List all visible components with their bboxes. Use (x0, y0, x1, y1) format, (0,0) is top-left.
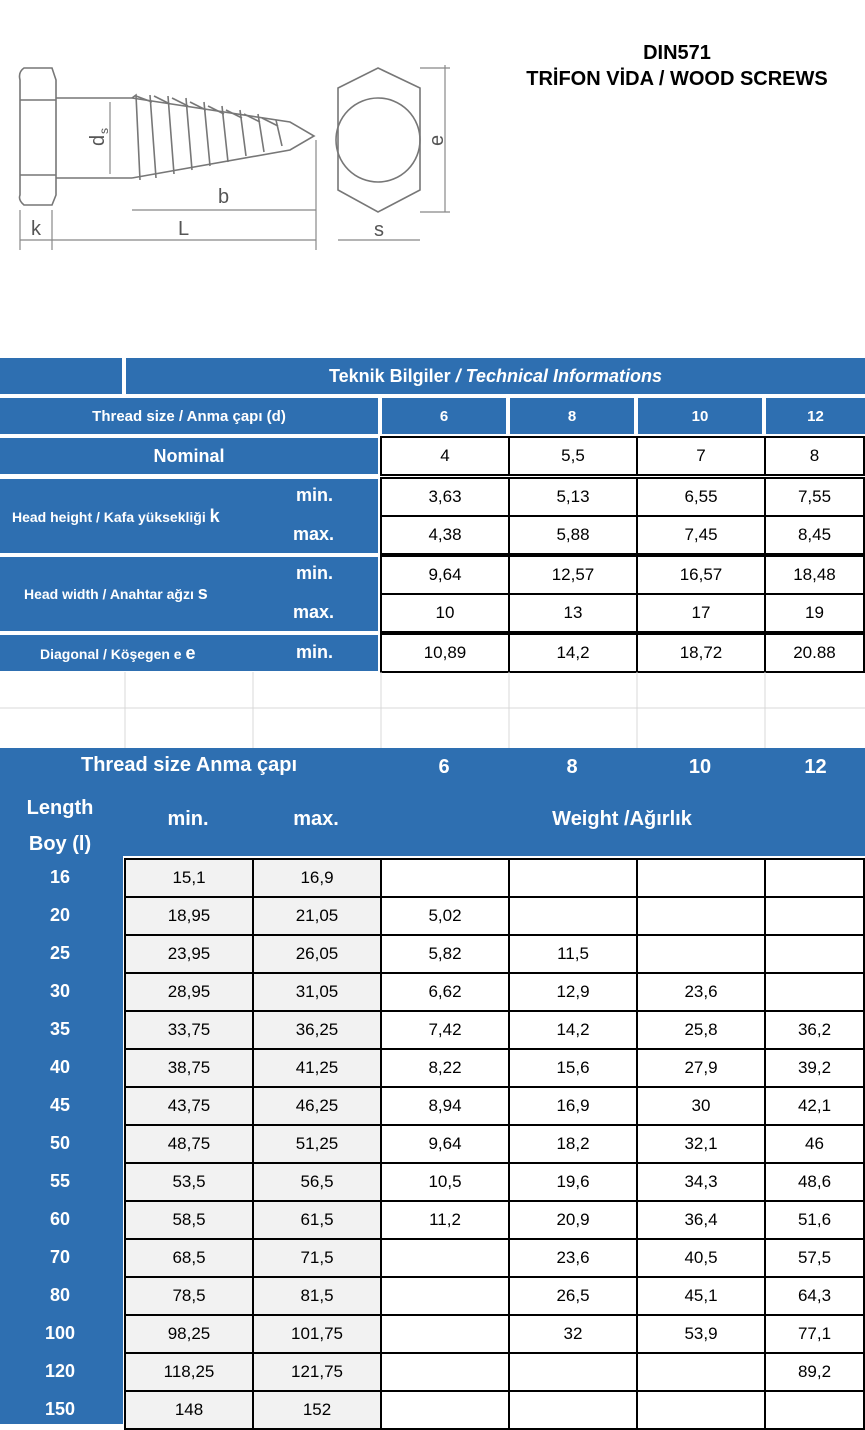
length-16-max: 16,9 (252, 858, 382, 898)
tech-banner-text: Teknik Bilgiler (328, 365, 456, 386)
length-45-max: 46,25 (252, 1086, 382, 1126)
tech-size-10: 10 (638, 398, 762, 434)
head-width-min-10: 16,57 (636, 555, 766, 595)
weight-70-size-12: 57,5 (764, 1238, 865, 1278)
head-width-max-8: 13 (508, 593, 638, 633)
length-35: 35 (49, 1018, 71, 1039)
length-150: 150 (44, 1398, 76, 1419)
weight-80-size-6 (380, 1276, 510, 1316)
screw-dimension-lines (20, 102, 316, 250)
weight-100-size-10: 53,9 (636, 1314, 766, 1354)
length-20-max: 21,05 (252, 896, 382, 936)
length-20: 20 (49, 904, 71, 925)
weight-25-size-10 (636, 934, 766, 974)
weight-40-size-10: 27,9 (636, 1048, 766, 1088)
weight-60-size-10: 36,4 (636, 1200, 766, 1240)
weight-50-size-12: 46 (764, 1124, 865, 1164)
length-60-min: 58,5 (124, 1200, 254, 1240)
weight-70-size-10: 40,5 (636, 1238, 766, 1278)
length-50: 50 (49, 1132, 71, 1153)
weight-50-size-8: 18,2 (508, 1124, 638, 1164)
head-width-max-10: 17 (636, 593, 766, 633)
head-width-min-6: 9,64 (380, 555, 510, 595)
weight-35-size-6: 7,42 (380, 1010, 510, 1050)
length-150-max: 152 (252, 1390, 382, 1430)
head-height-min-8: 5,13 (508, 477, 638, 517)
weight-120-size-10 (636, 1352, 766, 1392)
weight-20-size-10 (636, 896, 766, 936)
diagonal-text: Diagonal / Köşegen e (40, 646, 186, 662)
weight-25-size-6: 5,82 (380, 934, 510, 974)
length-80-min: 78,5 (124, 1276, 254, 1316)
head-width-min-12: 18,48 (764, 555, 865, 595)
weights-size-10: 10 (688, 756, 712, 778)
weights-max-label: max. (293, 808, 339, 830)
weight-120-size-8 (508, 1352, 638, 1392)
length-120-min: 118,25 (124, 1352, 254, 1392)
standard-code: DIN571 (643, 42, 711, 64)
weight-25-size-12 (764, 934, 865, 974)
weight-60-size-8: 20,9 (508, 1200, 638, 1240)
weight-60-size-12: 51,6 (764, 1200, 865, 1240)
head-height-max-label: max. (293, 524, 335, 544)
tech-size-8: 8 (510, 398, 634, 434)
screw-side-view (20, 68, 315, 205)
length-25-min: 23,95 (124, 934, 254, 974)
length-50-min: 48,75 (124, 1124, 254, 1164)
tech-thread-label: Thread size / Anma çapı (d) (0, 398, 378, 434)
length-40-max: 41,25 (252, 1048, 382, 1088)
diagonal-min-8: 14,2 (508, 633, 638, 673)
weight-45-size-8: 16,9 (508, 1086, 638, 1126)
weight-55-size-6: 10,5 (380, 1162, 510, 1202)
length-label (0, 790, 120, 862)
tech-head-width-label (0, 557, 378, 631)
length-30: 30 (49, 980, 71, 1001)
tech-head-height-label (0, 479, 378, 553)
weight-100-size-6 (380, 1314, 510, 1354)
length-40: 40 (49, 1056, 71, 1077)
weight-150-size-8 (508, 1390, 638, 1430)
weight-55-size-8: 19,6 (508, 1162, 638, 1202)
tech-banner (126, 358, 865, 394)
head-width-min-8: 12,57 (508, 555, 638, 595)
empty-grid (0, 672, 865, 748)
weight-150-size-6 (380, 1390, 510, 1430)
diagonal-min-12: 20.88 (764, 633, 865, 673)
tech-nominal-12: 8 (764, 436, 865, 476)
length-25-max: 26,05 (252, 934, 382, 974)
dim-label-s: s (374, 219, 384, 241)
tech-banner-left (0, 358, 122, 394)
length-120-max: 121,75 (252, 1352, 382, 1392)
document-title: TRİFON VİDA / WOOD SCREWS (526, 68, 828, 90)
length-100-min: 98,25 (124, 1314, 254, 1354)
weight-80-size-10: 45,1 (636, 1276, 766, 1316)
weight-30-size-8: 12,9 (508, 972, 638, 1012)
head-width-max-6: 10 (380, 593, 510, 633)
head-height-min-label: min. (296, 485, 334, 505)
weight-25-size-8: 11,5 (508, 934, 638, 974)
dim-label-b: b (218, 186, 230, 208)
weight-50-size-6: 9,64 (380, 1124, 510, 1164)
weight-40-size-12: 39,2 (764, 1048, 865, 1088)
head-height-max-10: 7,45 (636, 515, 766, 555)
length-55-min: 53,5 (124, 1162, 254, 1202)
head-height-min-12: 7,55 (764, 477, 865, 517)
dim-label-L: L (178, 218, 190, 240)
tech-size-12: 12 (766, 398, 865, 434)
weight-45-size-6: 8,94 (380, 1086, 510, 1126)
weights-size-12: 12 (804, 756, 827, 778)
head-height-min-6: 3,63 (380, 477, 510, 517)
head-width-symbol: s (197, 583, 208, 603)
diagonal-min-6: 10,89 (380, 633, 510, 673)
weight-120-size-6 (380, 1352, 510, 1392)
length-70-min: 68,5 (124, 1238, 254, 1278)
head-width-max-12: 19 (764, 593, 865, 633)
head-width-min-label: min. (296, 563, 334, 583)
weight-16-size-8 (508, 858, 638, 898)
weight-20-size-12 (764, 896, 865, 936)
dim-label-k: k (31, 218, 41, 240)
diagonal-symbol: e (185, 643, 196, 663)
weight-30-size-10: 23,6 (636, 972, 766, 1012)
length-120: 120 (44, 1360, 76, 1381)
weight-50-size-10: 32,1 (636, 1124, 766, 1164)
weight-40-size-6: 8,22 (380, 1048, 510, 1088)
weight-60-size-6: 11,2 (380, 1200, 510, 1240)
weight-40-size-8: 15,6 (508, 1048, 638, 1088)
length-45-min: 43,75 (124, 1086, 254, 1126)
weight-16-size-12 (764, 858, 865, 898)
length-70-max: 71,5 (252, 1238, 382, 1278)
length-30-max: 31,05 (252, 972, 382, 1012)
weight-30-size-6: 6,62 (380, 972, 510, 1012)
length-70: 70 (49, 1246, 71, 1267)
head-height-min-10: 6,55 (636, 477, 766, 517)
weight-35-size-10: 25,8 (636, 1010, 766, 1050)
weight-55-size-12: 48,6 (764, 1162, 865, 1202)
length-100: 100 (44, 1322, 76, 1343)
length-80: 80 (49, 1284, 71, 1305)
tech-nominal-label: Nominal (0, 438, 378, 474)
tech-size-6: 6 (382, 398, 506, 434)
length-40-min: 38,75 (124, 1048, 254, 1088)
weights-size-8: 8 (566, 756, 578, 778)
length-16: 16 (49, 866, 71, 887)
dim-label-ds: d (87, 134, 109, 146)
length-label-line2: Boy (l) (28, 833, 92, 855)
weight-100-size-12: 77,1 (764, 1314, 865, 1354)
screw-technical-drawing (0, 50, 470, 260)
weight-20-size-8 (508, 896, 638, 936)
weight-150-size-10 (636, 1390, 766, 1430)
head-height-text: Head height / Kafa yüksekliği (12, 509, 210, 525)
tech-nominal-6: 4 (380, 436, 510, 476)
weight-45-size-10: 30 (636, 1086, 766, 1126)
length-150-min: 148 (124, 1390, 254, 1430)
diagonal-min-label: min. (296, 642, 334, 662)
length-30-min: 28,95 (124, 972, 254, 1012)
document-header (507, 40, 847, 92)
length-45: 45 (49, 1094, 71, 1115)
weight-70-size-6 (380, 1238, 510, 1278)
weight-80-size-12: 64,3 (764, 1276, 865, 1316)
weight-30-size-12 (764, 972, 865, 1012)
dim-label-e: e (426, 134, 448, 146)
tech-nominal-10: 7 (636, 436, 766, 476)
length-55: 55 (49, 1170, 71, 1191)
weights-min-label: min. (167, 808, 209, 830)
length-100-max: 101,75 (252, 1314, 382, 1354)
length-55-max: 56,5 (252, 1162, 382, 1202)
head-height-symbol: k (209, 506, 220, 526)
length-60-max: 61,5 (252, 1200, 382, 1240)
head-width-max-label: max. (293, 602, 335, 622)
weight-100-size-8: 32 (508, 1314, 638, 1354)
weights-thread-label: Thread size Anma çapı (81, 754, 297, 776)
weight-35-size-12: 36,2 (764, 1010, 865, 1050)
hex-head-end-view (336, 65, 450, 240)
length-20-min: 18,95 (124, 896, 254, 936)
weight-45-size-12: 42,1 (764, 1086, 865, 1126)
tech-banner-italic: / Technical Informations (455, 365, 663, 386)
length-35-max: 36,25 (252, 1010, 382, 1050)
head-width-text: Head width / Anahtar ağzı (24, 586, 198, 602)
head-height-max-8: 5,88 (508, 515, 638, 555)
weights-size-6: 6 (438, 756, 450, 778)
weight-20-size-6: 5,02 (380, 896, 510, 936)
length-16-min: 15,1 (124, 858, 254, 898)
weight-label: Weight /Ağırlık (552, 808, 692, 830)
weight-55-size-10: 34,3 (636, 1162, 766, 1202)
diagonal-min-10: 18,72 (636, 633, 766, 673)
weight-16-size-6 (380, 858, 510, 898)
head-height-max-12: 8,45 (764, 515, 865, 555)
length-35-min: 33,75 (124, 1010, 254, 1050)
tech-diagonal-label (0, 635, 378, 671)
weight-35-size-8: 14,2 (508, 1010, 638, 1050)
length-80-max: 81,5 (252, 1276, 382, 1316)
weight-120-size-12: 89,2 (764, 1352, 865, 1392)
weight-150-size-12 (764, 1390, 865, 1430)
length-60: 60 (49, 1208, 71, 1229)
tech-nominal-8: 5,5 (508, 436, 638, 476)
head-height-max-6: 4,38 (380, 515, 510, 555)
weight-16-size-10 (636, 858, 766, 898)
length-label-line1: Length (26, 797, 94, 819)
weight-80-size-8: 26,5 (508, 1276, 638, 1316)
dim-label-ds-sub: s (97, 128, 111, 134)
length-50-max: 51,25 (252, 1124, 382, 1164)
length-25: 25 (49, 942, 71, 963)
weights-header (0, 748, 865, 856)
weight-70-size-8: 23,6 (508, 1238, 638, 1278)
